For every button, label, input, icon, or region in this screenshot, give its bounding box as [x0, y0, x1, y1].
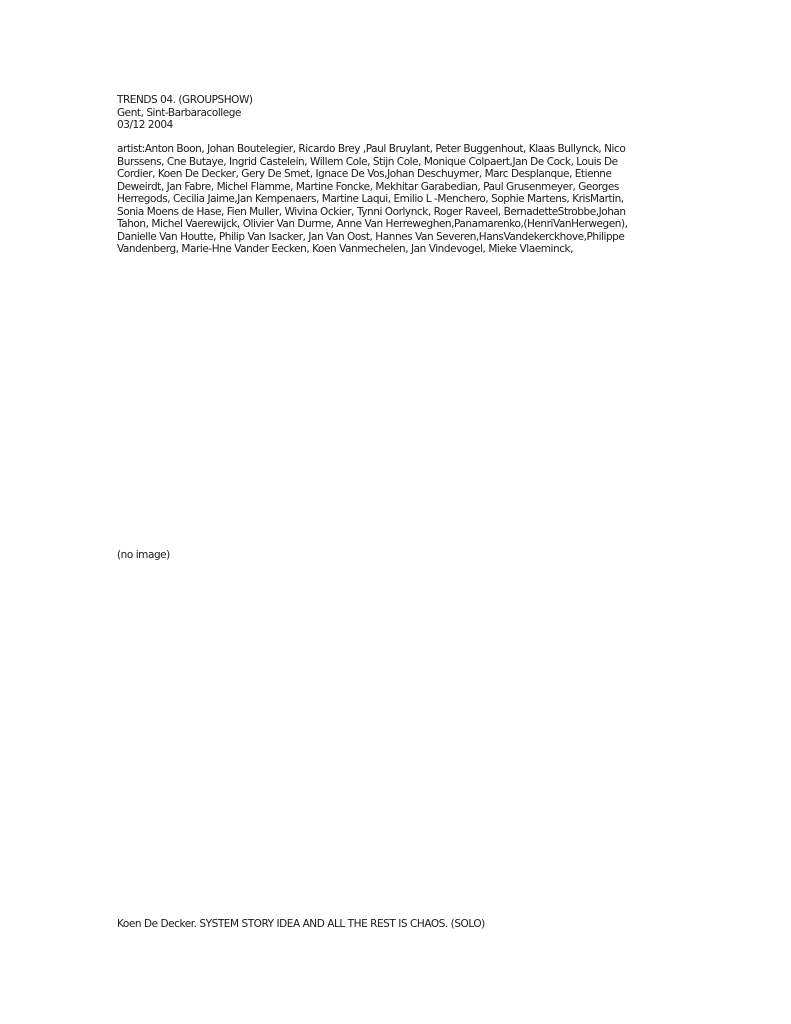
- exhibition-header: [117, 94, 677, 132]
- next-exhibition-entry: Koen De Decker. SYSTEM STORY IDEA AND ALL THE REST IS CHAOS. (SOLO): [117, 918, 485, 930]
- artist-list-line: Vandenberg, Marie-Hne Vander Eecken, Koen Vanmechelen, Jan Vindevogel, Mieke Vlaeminck,: [117, 243, 574, 255]
- artist-list-line: Sonia Moens de Hase, Fien Muller, Wivina Ockier, Tynni Oorlynck, Roger Raveel, BernadetteStrobbe,Johan: [117, 205, 626, 218]
- artist-list-line: Tahon, Michel Vaerewijck, Olivier Van Durme, Anne Van Herreweghen,Panamarenko,(HenriVanHerwegen),: [117, 218, 628, 230]
- no-image-placeholder: (no image): [117, 549, 170, 561]
- artist-list-line: Burssens, Cne Butaye, Ingrid Castelein, Willem Cole, Stijn Cole, Monique Colpaert,Jan De Cock, Louis De: [117, 155, 618, 168]
- exhibition-title: TRENDS 04. (GROUPSHOW): [117, 94, 253, 106]
- artist-list: [117, 143, 662, 256]
- exhibition-location: Gent, Sint-Barbaracollege: [117, 106, 241, 119]
- artist-list-line: Cordier, Koen De Decker, Gery De Smet, Ignace De Vos,Johan Deschuymer, Marc Desplanque, Etienne: [117, 168, 612, 180]
- artist-list-line: Herregods, Cecilia Jaime,Jan Kempenaers, Martine Laqui, Emilio L -Menchero, Sophie Martens, KrisMartin,: [117, 193, 624, 205]
- exhibition-date: 03/12 2004: [117, 119, 173, 131]
- artist-list-line: Danielle Van Houtte, Philip Van Isacker, Jan Van Oost, Hannes Van Severen,HansVandekerckhove,Philippe: [117, 230, 625, 243]
- artist-list-line: artist:Anton Boon, Johan Boutelegier, Ricardo Brey ,Paul Bruylant, Peter Buggenhout, Klaas Bullynck, Nico: [117, 143, 626, 155]
- artist-list-line: Deweirdt, Jan Fabre, Michel Flamme, Martine Foncke, Mekhitar Garabedian, Paul Grusenmeyer, Georges: [117, 180, 619, 193]
